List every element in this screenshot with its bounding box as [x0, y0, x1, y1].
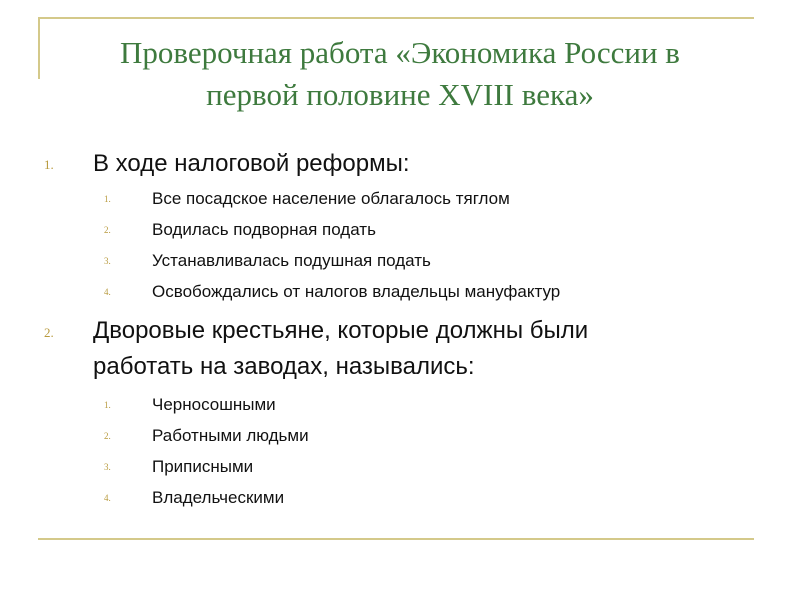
subitem-number: 3.: [104, 256, 111, 266]
subitem-text: Все посадское население облагалось тяглом: [152, 189, 510, 208]
subitem-number: 4.: [104, 493, 111, 503]
subitem-text: Черносошными: [152, 395, 276, 414]
slide-title: [40, 32, 760, 116]
subitem-number: 4.: [104, 287, 111, 297]
subitem-text: Владельческими: [152, 488, 285, 507]
subitem-number: 2.: [104, 225, 111, 235]
bottom-border-line: [38, 538, 754, 540]
subitem-text: Освобождались от налогов владельцы мануфактур: [152, 282, 561, 301]
item-text-continued: работать на заводах, назывались:: [93, 353, 475, 380]
subitem-text: Водилась подворная подать: [152, 220, 376, 239]
item-text: В ходе налоговой реформы:: [93, 150, 410, 177]
subitem-number: 3.: [104, 462, 111, 472]
title-line-1: Проверочная работа «Экономика России в: [120, 35, 680, 70]
subitem-number: 1.: [104, 194, 111, 204]
subitem-text: Приписными: [152, 457, 254, 476]
title-line-2: первой половине XVIII века»: [206, 77, 594, 112]
subitem-text: Устанавливалась подушная подать: [152, 251, 431, 270]
top-border-line: [38, 17, 754, 19]
subitem-number: 1.: [104, 400, 111, 410]
item-number: 1.: [44, 157, 54, 172]
subitem-number: 2.: [104, 431, 111, 441]
item-number: 2.: [44, 325, 54, 340]
item-text: Дворовые крестьяне, которые должны были: [93, 317, 589, 344]
subitem-text: Работными людьми: [152, 426, 309, 445]
